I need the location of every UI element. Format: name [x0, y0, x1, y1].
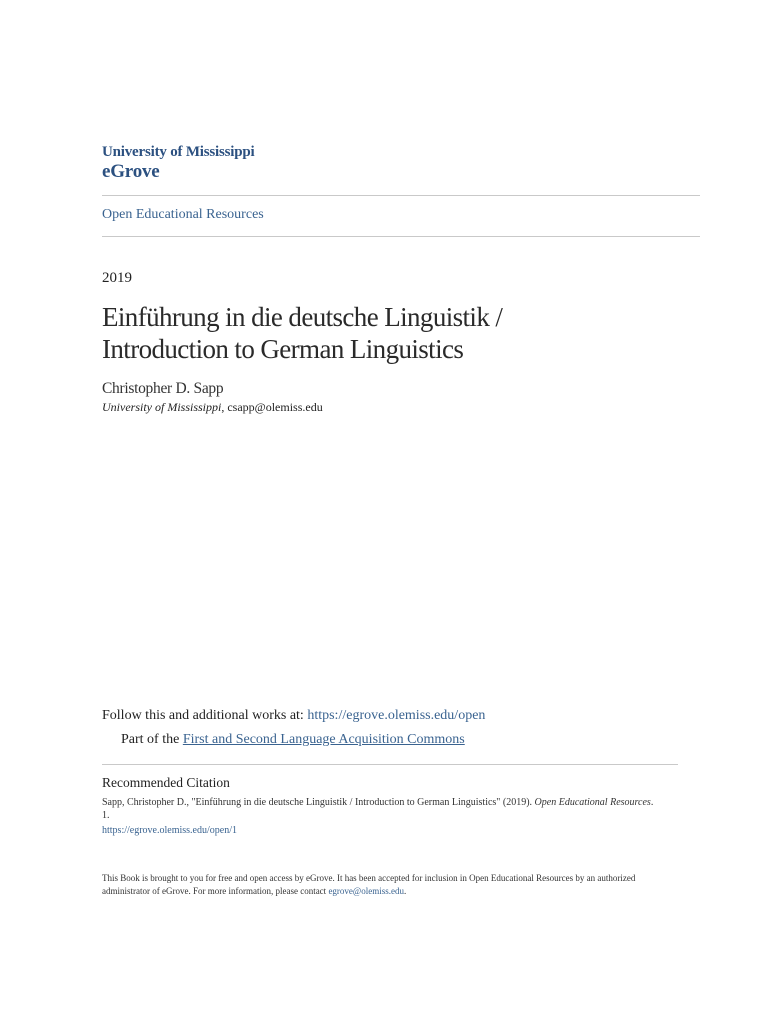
commons-link[interactable]: First and Second Language Acquisition Commons: [182, 732, 465, 747]
citation-series: Open Educational Resources: [534, 797, 651, 808]
contact-email-link[interactable]: egrove@olemiss.edu: [328, 886, 404, 896]
institution-name: University of Mississippi: [102, 144, 255, 160]
citation-link[interactable]: https://egrove.olemiss.edu/open/1: [102, 825, 237, 836]
divider-citation: [102, 764, 678, 765]
part-of-text: Part of the: [121, 732, 183, 747]
divider-top: [102, 195, 700, 196]
follow-text: Follow this and additional works at:: [102, 708, 308, 723]
follow-line: [102, 708, 485, 724]
citation-text: [102, 796, 662, 822]
affiliation-email: , csapp@olemiss.edu: [221, 400, 323, 414]
series-link[interactable]: Open Educational Resources: [102, 207, 264, 222]
divider-series: [102, 236, 700, 237]
notice-end: .: [403, 886, 407, 896]
work-title: [102, 301, 702, 365]
title-line-2: Introduction to German Linguistics: [102, 334, 464, 364]
affiliation-institution: University of Mississippi: [102, 400, 222, 414]
notice-text: This Book is brought to you for free and open access by eGrove. It has been accepted for inclusion in Open Educational Resources by an authorized administrator of eGrove. For more information, please contact: [102, 873, 636, 896]
citation-main: Sapp, Christopher D., "Einführung in die deutsche Linguistik / Introduction to German Linguistics" (2019).: [102, 797, 535, 808]
author-name: Christopher D. Sapp: [102, 380, 224, 397]
collection-link[interactable]: https://egrove.olemiss.edu/open: [307, 708, 486, 723]
author-affiliation: [102, 400, 323, 415]
title-line-1: Einführung in die deutsche Linguistik /: [102, 302, 503, 332]
access-notice: [102, 872, 682, 898]
repository-name[interactable]: eGrove: [102, 161, 160, 182]
citation-end: . 1.: [102, 797, 654, 821]
part-of-line: [121, 732, 465, 748]
publication-year: 2019: [102, 270, 132, 286]
citation-heading: Recommended Citation: [102, 775, 230, 790]
